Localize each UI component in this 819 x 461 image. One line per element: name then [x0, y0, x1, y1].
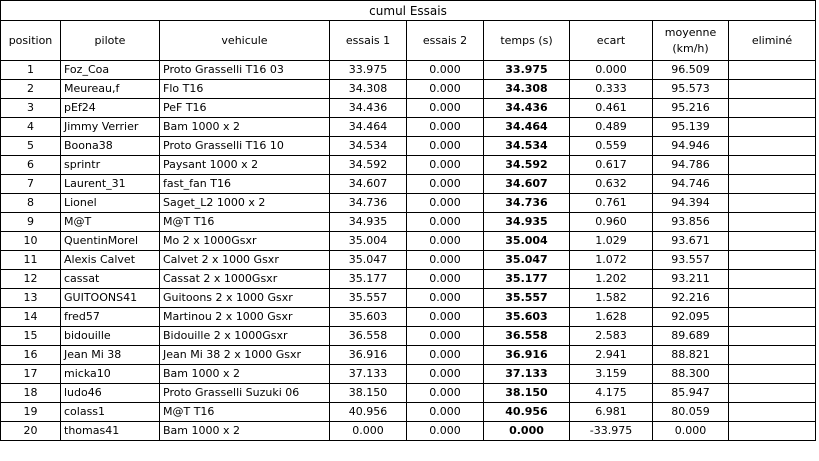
cell-temps: 34.464 — [484, 118, 570, 137]
cell-essais1: 38.150 — [330, 384, 407, 403]
cell-elimine — [729, 175, 816, 194]
cell-position: 15 — [1, 327, 61, 346]
cell-moyenne: 95.573 — [653, 80, 729, 99]
cell-essais2: 0.000 — [407, 365, 484, 384]
cell-position: 13 — [1, 289, 61, 308]
cell-vehicule: Bam 1000 x 2 — [160, 118, 330, 137]
cell-elimine — [729, 308, 816, 327]
table-row — [1, 251, 816, 270]
cell-essais1: 35.177 — [330, 270, 407, 289]
cell-temps: 36.916 — [484, 346, 570, 365]
cell-moyenne: 93.211 — [653, 270, 729, 289]
cell-pilote: thomas41 — [61, 422, 160, 441]
table-row — [1, 289, 816, 308]
cell-elimine — [729, 327, 816, 346]
cell-vehicule: Calvet 2 x 1000 Gsxr — [160, 251, 330, 270]
cell-temps: 34.592 — [484, 156, 570, 175]
cell-ecart: 0.333 — [570, 80, 653, 99]
cell-position: 19 — [1, 403, 61, 422]
cell-ecart: 0.461 — [570, 99, 653, 118]
cell-essais1: 36.558 — [330, 327, 407, 346]
cell-vehicule: Proto Grasselli Suzuki 06 — [160, 384, 330, 403]
cell-ecart: 0.000 — [570, 61, 653, 80]
cell-temps: 34.534 — [484, 137, 570, 156]
header-essais-1: essais 1 — [330, 21, 407, 61]
cell-position: 3 — [1, 99, 61, 118]
cell-position: 10 — [1, 232, 61, 251]
cell-vehicule: M@T T16 — [160, 403, 330, 422]
cell-essais2: 0.000 — [407, 213, 484, 232]
cell-temps: 37.133 — [484, 365, 570, 384]
cell-vehicule: Proto Grasselli T16 10 — [160, 137, 330, 156]
cell-vehicule: Jean Mi 38 2 x 1000 Gsxr — [160, 346, 330, 365]
cell-ecart: 1.072 — [570, 251, 653, 270]
cell-vehicule: Paysant 1000 x 2 — [160, 156, 330, 175]
cell-ecart: 1.582 — [570, 289, 653, 308]
header-row — [1, 21, 816, 61]
table-row — [1, 346, 816, 365]
cell-position: 20 — [1, 422, 61, 441]
cell-elimine — [729, 61, 816, 80]
table-row — [1, 118, 816, 137]
cell-pilote: fred57 — [61, 308, 160, 327]
cell-moyenne: 94.394 — [653, 194, 729, 213]
cell-moyenne: 85.947 — [653, 384, 729, 403]
cell-pilote: M@T — [61, 213, 160, 232]
cell-essais2: 0.000 — [407, 346, 484, 365]
cell-temps: 34.935 — [484, 213, 570, 232]
cell-elimine — [729, 156, 816, 175]
cell-vehicule: Bidouille 2 x 1000Gsxr — [160, 327, 330, 346]
cell-vehicule: Mo 2 x 1000Gsxr — [160, 232, 330, 251]
header-temps: temps (s) — [484, 21, 570, 61]
cell-pilote: GUITOONS41 — [61, 289, 160, 308]
cell-position: 1 — [1, 61, 61, 80]
table-row — [1, 213, 816, 232]
cell-essais1: 0.000 — [330, 422, 407, 441]
cell-ecart: 0.632 — [570, 175, 653, 194]
cell-vehicule: Saget_L2 1000 x 2 — [160, 194, 330, 213]
cell-moyenne: 95.139 — [653, 118, 729, 137]
cell-elimine — [729, 422, 816, 441]
cell-temps: 34.607 — [484, 175, 570, 194]
table-title: cumul Essais — [1, 1, 816, 21]
cell-position: 16 — [1, 346, 61, 365]
cell-elimine — [729, 194, 816, 213]
cell-vehicule: Martinou 2 x 1000 Gsxr — [160, 308, 330, 327]
cell-pilote: Laurent_31 — [61, 175, 160, 194]
cell-essais2: 0.000 — [407, 118, 484, 137]
table-row — [1, 403, 816, 422]
cell-elimine — [729, 384, 816, 403]
table-row — [1, 175, 816, 194]
cell-ecart: 0.761 — [570, 194, 653, 213]
cell-pilote: Alexis Calvet — [61, 251, 160, 270]
cell-essais2: 0.000 — [407, 175, 484, 194]
cell-temps: 0.000 — [484, 422, 570, 441]
cell-position: 4 — [1, 118, 61, 137]
cell-elimine — [729, 270, 816, 289]
cell-ecart: 4.175 — [570, 384, 653, 403]
header-essais-2: essais 2 — [407, 21, 484, 61]
cell-position: 8 — [1, 194, 61, 213]
title-row — [1, 1, 816, 21]
cell-moyenne: 96.509 — [653, 61, 729, 80]
cell-pilote: QuentinMorel — [61, 232, 160, 251]
cell-essais2: 0.000 — [407, 327, 484, 346]
cell-elimine — [729, 99, 816, 118]
cell-essais1: 33.975 — [330, 61, 407, 80]
cell-essais1: 35.004 — [330, 232, 407, 251]
cell-temps: 35.177 — [484, 270, 570, 289]
cell-temps: 35.557 — [484, 289, 570, 308]
cell-ecart: 3.159 — [570, 365, 653, 384]
cell-moyenne: 88.821 — [653, 346, 729, 365]
cell-elimine — [729, 403, 816, 422]
cell-position: 2 — [1, 80, 61, 99]
cell-ecart: 0.489 — [570, 118, 653, 137]
cell-essais2: 0.000 — [407, 99, 484, 118]
cell-pilote: Jean Mi 38 — [61, 346, 160, 365]
table-row — [1, 365, 816, 384]
cell-essais1: 37.133 — [330, 365, 407, 384]
cell-ecart: 6.981 — [570, 403, 653, 422]
cell-pilote: sprintr — [61, 156, 160, 175]
table-row — [1, 194, 816, 213]
cell-moyenne: 0.000 — [653, 422, 729, 441]
header-position: position — [1, 21, 61, 61]
table-row — [1, 156, 816, 175]
cell-ecart: 1.029 — [570, 232, 653, 251]
cell-vehicule: Guitoons 2 x 1000 Gsxr — [160, 289, 330, 308]
cell-essais2: 0.000 — [407, 156, 484, 175]
cell-essais1: 34.464 — [330, 118, 407, 137]
table-row — [1, 327, 816, 346]
cell-vehicule: Proto Grasselli T16 03 — [160, 61, 330, 80]
cell-elimine — [729, 137, 816, 156]
cell-temps: 40.956 — [484, 403, 570, 422]
cell-essais2: 0.000 — [407, 232, 484, 251]
cell-temps: 34.736 — [484, 194, 570, 213]
cell-pilote: Lionel — [61, 194, 160, 213]
cell-essais1: 35.603 — [330, 308, 407, 327]
cell-ecart: 2.583 — [570, 327, 653, 346]
cell-essais1: 36.916 — [330, 346, 407, 365]
cell-position: 11 — [1, 251, 61, 270]
cell-moyenne: 94.786 — [653, 156, 729, 175]
header-moyenne: moyenne (km/h) — [653, 21, 729, 61]
cell-elimine — [729, 118, 816, 137]
cell-temps: 35.047 — [484, 251, 570, 270]
cell-position: 14 — [1, 308, 61, 327]
cell-moyenne: 93.671 — [653, 232, 729, 251]
table-row — [1, 80, 816, 99]
cell-moyenne: 89.689 — [653, 327, 729, 346]
cell-position: 6 — [1, 156, 61, 175]
cell-elimine — [729, 289, 816, 308]
cell-essais2: 0.000 — [407, 403, 484, 422]
cell-essais1: 34.736 — [330, 194, 407, 213]
cell-essais2: 0.000 — [407, 194, 484, 213]
cell-vehicule: Cassat 2 x 1000Gsxr — [160, 270, 330, 289]
cell-pilote: Jimmy Verrier — [61, 118, 160, 137]
header-elimine: eliminé — [729, 21, 816, 61]
cell-pilote: colass1 — [61, 403, 160, 422]
cell-ecart: 1.628 — [570, 308, 653, 327]
cell-ecart: -33.975 — [570, 422, 653, 441]
cell-essais2: 0.000 — [407, 61, 484, 80]
table-row — [1, 270, 816, 289]
table-row — [1, 61, 816, 80]
cell-elimine — [729, 232, 816, 251]
cell-pilote: cassat — [61, 270, 160, 289]
cell-vehicule: Bam 1000 x 2 — [160, 422, 330, 441]
cell-vehicule: Bam 1000 x 2 — [160, 365, 330, 384]
cell-position: 12 — [1, 270, 61, 289]
cell-ecart: 2.941 — [570, 346, 653, 365]
cell-essais2: 0.000 — [407, 80, 484, 99]
cell-ecart: 0.559 — [570, 137, 653, 156]
cell-moyenne: 94.946 — [653, 137, 729, 156]
cell-essais1: 34.308 — [330, 80, 407, 99]
cell-ecart: 1.202 — [570, 270, 653, 289]
cell-vehicule: Flo T16 — [160, 80, 330, 99]
cell-essais2: 0.000 — [407, 422, 484, 441]
cell-moyenne: 95.216 — [653, 99, 729, 118]
cell-essais2: 0.000 — [407, 384, 484, 403]
cell-temps: 34.308 — [484, 80, 570, 99]
cell-essais2: 0.000 — [407, 270, 484, 289]
table-row — [1, 137, 816, 156]
cell-pilote: Foz_Coa — [61, 61, 160, 80]
table-row — [1, 384, 816, 403]
cell-temps: 34.436 — [484, 99, 570, 118]
cell-vehicule: M@T T16 — [160, 213, 330, 232]
cell-essais2: 0.000 — [407, 137, 484, 156]
cell-moyenne: 93.856 — [653, 213, 729, 232]
cell-elimine — [729, 80, 816, 99]
cell-ecart: 0.617 — [570, 156, 653, 175]
cell-moyenne: 92.216 — [653, 289, 729, 308]
cell-essais1: 40.956 — [330, 403, 407, 422]
cell-ecart: 0.960 — [570, 213, 653, 232]
cell-essais2: 0.000 — [407, 289, 484, 308]
cell-essais1: 35.557 — [330, 289, 407, 308]
cell-elimine — [729, 213, 816, 232]
cell-moyenne: 80.059 — [653, 403, 729, 422]
cell-pilote: Meureau,f — [61, 80, 160, 99]
header-pilote: pilote — [61, 21, 160, 61]
cell-essais1: 34.935 — [330, 213, 407, 232]
cell-pilote: pEf24 — [61, 99, 160, 118]
cell-pilote: Boona38 — [61, 137, 160, 156]
table-row — [1, 422, 816, 441]
cell-temps: 35.004 — [484, 232, 570, 251]
table-row — [1, 232, 816, 251]
cell-position: 7 — [1, 175, 61, 194]
cell-elimine — [729, 346, 816, 365]
cell-position: 9 — [1, 213, 61, 232]
cell-temps: 33.975 — [484, 61, 570, 80]
cell-essais2: 0.000 — [407, 251, 484, 270]
cell-essais1: 34.592 — [330, 156, 407, 175]
cell-vehicule: fast_fan T16 — [160, 175, 330, 194]
cell-elimine — [729, 365, 816, 384]
cell-essais1: 34.607 — [330, 175, 407, 194]
cell-essais1: 35.047 — [330, 251, 407, 270]
table-row — [1, 308, 816, 327]
cell-position: 17 — [1, 365, 61, 384]
cell-moyenne: 93.557 — [653, 251, 729, 270]
cell-essais1: 34.436 — [330, 99, 407, 118]
cell-moyenne: 94.746 — [653, 175, 729, 194]
results-body — [1, 61, 816, 441]
cell-moyenne: 88.300 — [653, 365, 729, 384]
cell-position: 18 — [1, 384, 61, 403]
cell-temps: 36.558 — [484, 327, 570, 346]
cell-temps: 38.150 — [484, 384, 570, 403]
cell-pilote: bidouille — [61, 327, 160, 346]
cell-pilote: ludo46 — [61, 384, 160, 403]
header-ecart: ecart — [570, 21, 653, 61]
cell-position: 5 — [1, 137, 61, 156]
cell-moyenne: 92.095 — [653, 308, 729, 327]
cell-temps: 35.603 — [484, 308, 570, 327]
cell-elimine — [729, 251, 816, 270]
cell-essais2: 0.000 — [407, 308, 484, 327]
cell-essais1: 34.534 — [330, 137, 407, 156]
table-row — [1, 99, 816, 118]
header-vehicule: vehicule — [160, 21, 330, 61]
cell-pilote: micka10 — [61, 365, 160, 384]
cell-vehicule: PeF T16 — [160, 99, 330, 118]
